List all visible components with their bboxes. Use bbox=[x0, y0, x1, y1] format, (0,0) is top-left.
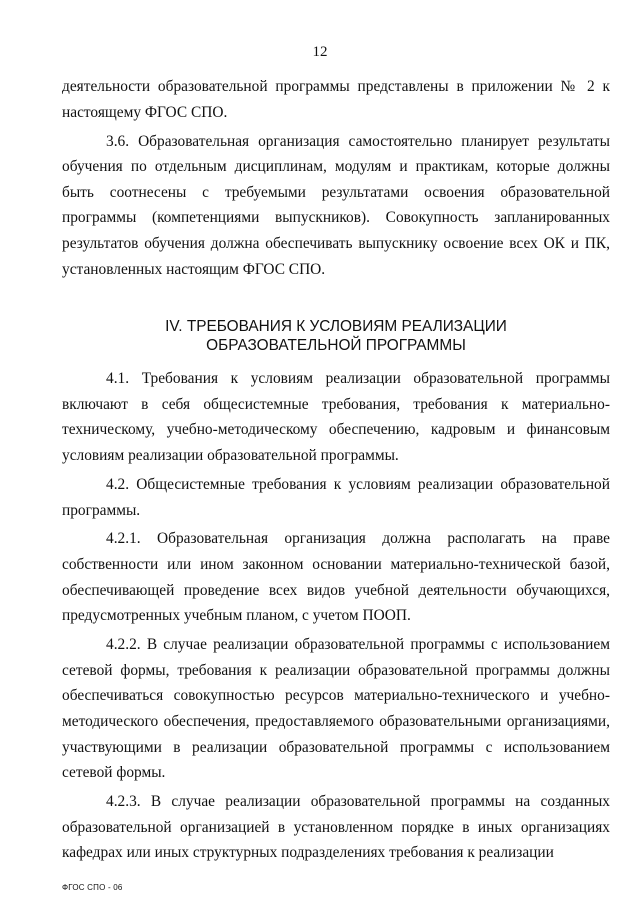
section-heading: IV. ТРЕБОВАНИЯ К УСЛОВИЯМ РЕАЛИЗАЦИИ ОБРАЗОВАТЕЛЬНОЙ ПРОГРАММЫ bbox=[165, 318, 507, 355]
page-footer: ФГОС СПО - 06 bbox=[62, 883, 123, 892]
paragraph-3-6: 3.6. Образовательная организация самостоятельно планирует результаты обучения по отдельным дисциплинам, модулям и практикам, которые должны быть соотнесены с требуемыми результатами освоения образовательной программы (компетенциями выпускников). Совокупность запланированных результатов обучения должна обеспечивать выпускнику освоение всех ОК и ПК, установленных настоящим ФГОС СПО. bbox=[62, 132, 610, 278]
document-body bbox=[62, 74, 610, 869]
paragraph-continuation: деятельности образовательной программы представлены в приложении № 2 к настоящему ФГОС СПО. bbox=[62, 78, 610, 121]
paragraph-4-1: 4.1. Требования к условиям реализации образовательной программы включают в себя общесистемные требования, требования к материально-техническому, учебно-методическому обеспечению, кадровым и финансовым условиям реализации образовательной программы. bbox=[62, 370, 610, 464]
paragraph-4-2-3: 4.2.3. В случае реализации образовательной программы на созданных образовательной организацией в установленном порядке в иных организациях кафедрах или иных структурных подразделениях требования к реализации bbox=[62, 793, 610, 862]
page-number: 12 bbox=[312, 44, 328, 60]
paragraph-4-2: 4.2. Общесистемные требования к условиям реализации образовательной программы. bbox=[62, 475, 610, 519]
paragraph-4-2-1: 4.2.1. Образовательная организация должна располагать на праве собственности или ином законном основании материально-технической базой, обеспечивающей проведение всех видов учебной деятельности обучающихся, предусмотренных учебным планом, с учетом ПООП. bbox=[62, 530, 610, 625]
paragraph-4-2-2: 4.2.2. В случае реализации образовательной программы с использованием сетевой формы, требования к реализации образовательной программы должны обеспечиваться совокупностью ресурсов материально-технического и учебно-методического обеспечения, предоставляемого образовательными организациями, участвующими в реализации образовательной программы с использованием сетевой формы. bbox=[62, 636, 610, 782]
